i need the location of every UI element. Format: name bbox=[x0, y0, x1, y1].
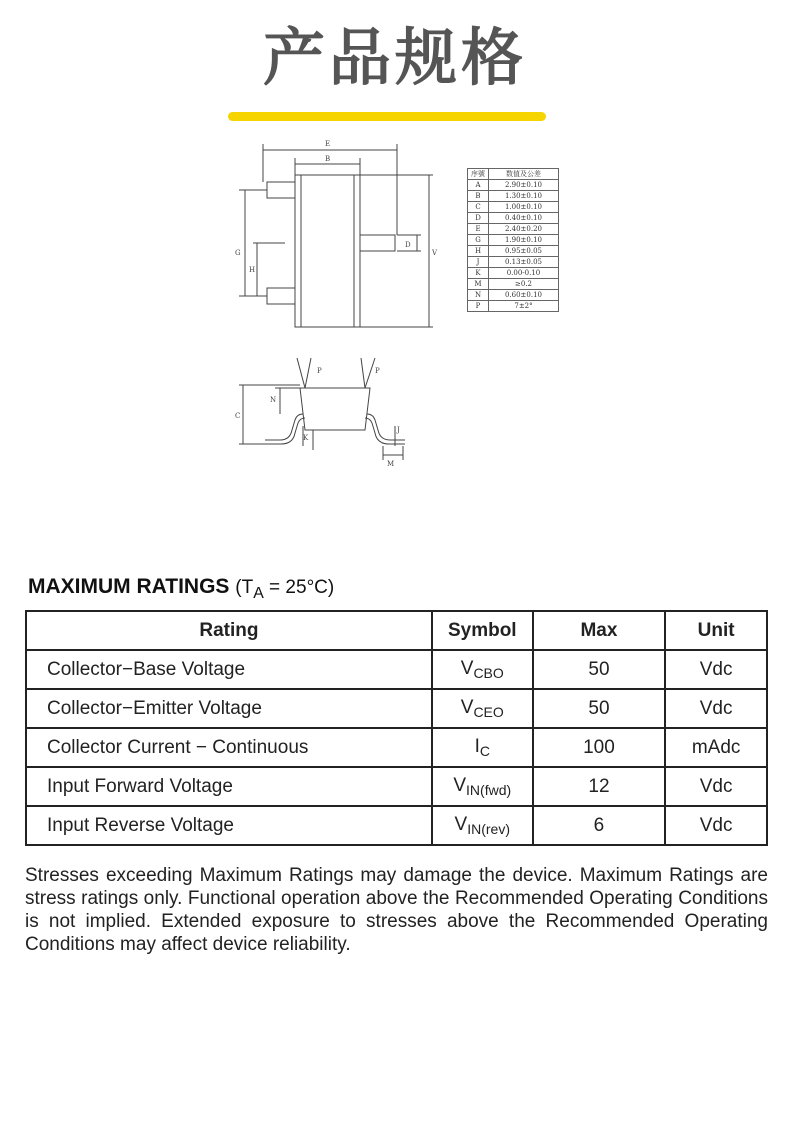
symbol-cell: $V_{IN(rev)}$ bbox=[432, 806, 533, 845]
unit-cell: Vdc bbox=[665, 689, 767, 728]
package-outline-drawing bbox=[225, 130, 460, 480]
dimension-value: ≥0.2 bbox=[489, 279, 559, 290]
dim-label-p-right: P bbox=[375, 367, 380, 375]
dimension-code: E bbox=[468, 224, 489, 235]
dim-label-g: G bbox=[235, 249, 241, 257]
dimension-code: P bbox=[468, 301, 489, 312]
rating-cell: Input Reverse Voltage bbox=[26, 806, 432, 845]
dim-label-p-left: P bbox=[317, 367, 322, 375]
dimension-row bbox=[468, 202, 559, 213]
dimension-code: N bbox=[468, 290, 489, 301]
dimension-value: 1.90±0.10 bbox=[489, 235, 559, 246]
dimension-code: H bbox=[468, 246, 489, 257]
max-cell: 100 bbox=[533, 728, 666, 767]
dimension-row bbox=[468, 246, 559, 257]
temperature-condition: $(T_A = 25^\circ C)$ bbox=[235, 577, 335, 602]
pin-2 bbox=[267, 288, 295, 304]
ratings-note: Stresses exceeding Maximum Ratings may damage the device. Maximum Ratings are stress ratings only. Functional operation above the Recommended Operating Conditions is not implied. Extended exposure to stresses above the Recommended Operating Conditions may affect device reliability. bbox=[25, 865, 768, 955]
dimension-row bbox=[468, 257, 559, 268]
symbol-cell: $V_{CBO}$ bbox=[432, 650, 533, 689]
max-cell: 6 bbox=[533, 806, 666, 845]
package-body-side-view bbox=[300, 388, 370, 430]
dimension-row bbox=[468, 301, 559, 312]
dim-label-h: H bbox=[249, 266, 256, 274]
dimension-row bbox=[468, 224, 559, 235]
unit-cell: Vdc bbox=[665, 806, 767, 845]
title-underline bbox=[228, 112, 546, 121]
dimension-code: K bbox=[468, 268, 489, 279]
dimension-value: 7±2° bbox=[489, 301, 559, 312]
unit-cell: Vdc bbox=[665, 650, 767, 689]
dim-label-k: K bbox=[303, 434, 309, 442]
pin-1 bbox=[267, 182, 295, 198]
dimension-value: 0.13±0.05 bbox=[489, 257, 559, 268]
dimension-value: 1.30±0.10 bbox=[489, 191, 559, 202]
dimension-row bbox=[468, 180, 559, 191]
symbol-cell: $I_C$ bbox=[432, 728, 533, 767]
dimension-value: 1.00±0.10 bbox=[489, 202, 559, 213]
max-cell: 50 bbox=[533, 689, 666, 728]
table-row bbox=[26, 689, 767, 728]
dimension-row bbox=[468, 290, 559, 301]
dim-label-n: N bbox=[270, 396, 277, 404]
dimension-value: 0.00-0.10 bbox=[489, 268, 559, 279]
dim-label-d: D bbox=[405, 241, 411, 249]
dim-label-e: E bbox=[325, 140, 331, 148]
dimension-code: M bbox=[468, 279, 489, 290]
dim-label-j: J bbox=[397, 426, 400, 434]
dimension-value: 0.60±0.10 bbox=[489, 290, 559, 301]
column-header-unit: Unit bbox=[665, 611, 767, 650]
dimension-row bbox=[468, 235, 559, 246]
dimension-value: 2.90±0.10 bbox=[489, 180, 559, 191]
dimension-code: C bbox=[468, 202, 489, 213]
symbol-cell: $V_{CEO}$ bbox=[432, 689, 533, 728]
dimension-row bbox=[468, 279, 559, 290]
symbol-cell: $V_{IN(fwd)}$ bbox=[432, 767, 533, 806]
table-row bbox=[26, 728, 767, 767]
dim-label-c: C bbox=[235, 412, 241, 420]
dimension-row bbox=[468, 268, 559, 279]
dimension-value: 2.40±0.20 bbox=[489, 224, 559, 235]
dimension-code: J bbox=[468, 257, 489, 268]
dimension-row bbox=[468, 213, 559, 224]
unit-cell: Vdc bbox=[665, 767, 767, 806]
dim-label-v: V bbox=[432, 249, 438, 257]
max-cell: 50 bbox=[533, 650, 666, 689]
dimension-code: A bbox=[468, 180, 489, 191]
dimension-code: D bbox=[468, 213, 489, 224]
column-header-symbol: Symbol bbox=[432, 611, 533, 650]
dimension-code: B bbox=[468, 191, 489, 202]
table-row bbox=[26, 806, 767, 845]
dimension-table bbox=[467, 168, 559, 312]
max-cell: 12 bbox=[533, 767, 666, 806]
dim-label-m: M bbox=[387, 460, 395, 468]
dimension-value: 0.95±0.05 bbox=[489, 246, 559, 257]
dimension-value: 0.40±0.10 bbox=[489, 213, 559, 224]
dimension-header-code: 序號 bbox=[468, 169, 489, 180]
dimension-header-value: 数值及公差 bbox=[489, 169, 559, 180]
unit-cell: mAdc bbox=[665, 728, 767, 767]
page-title: 产品规格 bbox=[262, 21, 527, 94]
dim-label-b: B bbox=[325, 155, 331, 163]
rating-cell: Collector−Emitter Voltage bbox=[26, 689, 432, 728]
maximum-ratings-heading bbox=[28, 575, 334, 603]
dimension-row bbox=[468, 191, 559, 202]
table-row bbox=[26, 650, 767, 689]
column-header-max: Max bbox=[533, 611, 666, 650]
maximum-ratings-title: MAXIMUM RATINGS bbox=[28, 575, 230, 598]
rating-cell: Collector Current − Continuous bbox=[26, 728, 432, 767]
maximum-ratings-table bbox=[25, 610, 768, 846]
column-header-rating: Rating bbox=[26, 611, 432, 650]
pin-3 bbox=[360, 235, 395, 251]
table-row bbox=[26, 767, 767, 806]
dimension-code: G bbox=[468, 235, 489, 246]
rating-cell: Collector−Base Voltage bbox=[26, 650, 432, 689]
package-body-top-view bbox=[295, 175, 360, 327]
rating-cell: Input Forward Voltage bbox=[26, 767, 432, 806]
